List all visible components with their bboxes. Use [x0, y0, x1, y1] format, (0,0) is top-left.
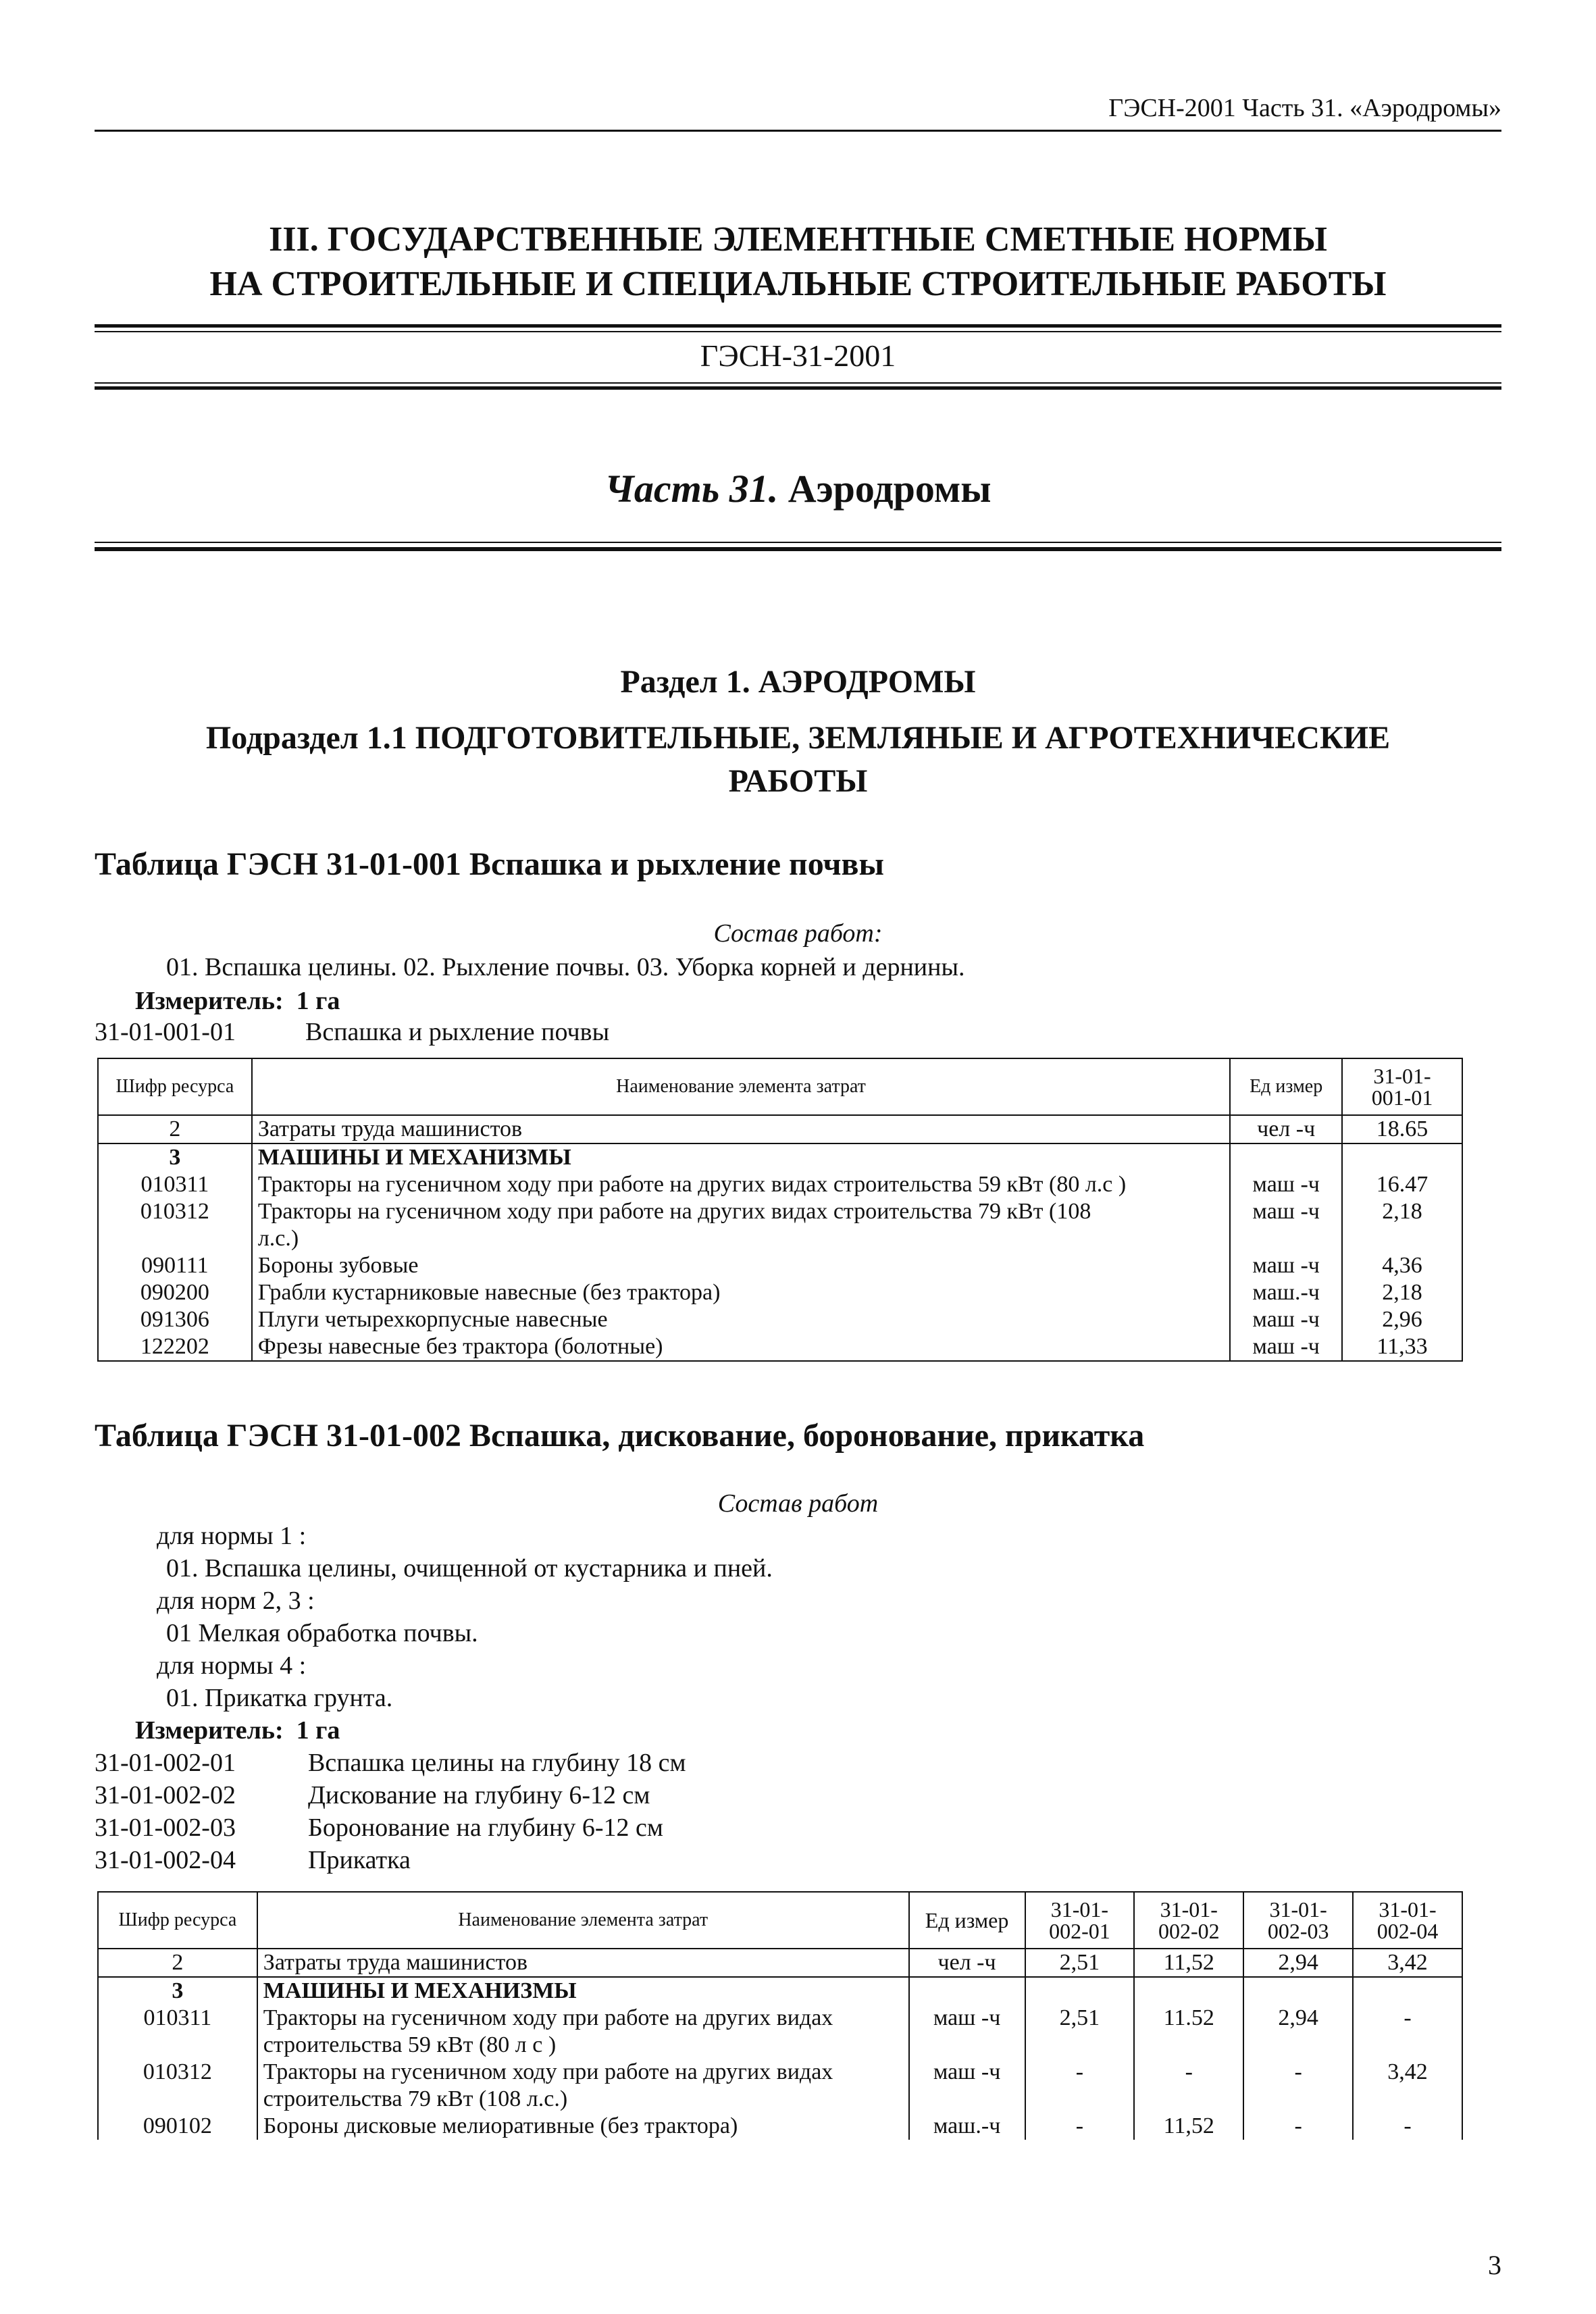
cell-name: Плуги четырехкорпусные навесные	[252, 1306, 1230, 1333]
table1-title: Таблица ГЭСН 31-01-001 Вспашка и рыхление почвы	[95, 846, 884, 882]
table-row	[98, 1977, 1462, 2005]
table-row	[98, 1252, 1462, 1279]
col-norm-header-b: 002-03	[1267, 1919, 1329, 1943]
col-norm-header-a: 31-01-	[1160, 1897, 1218, 1922]
cell-value: 2,51	[1025, 2005, 1135, 2059]
sostav-line: 01. Вспашка целины, очищенной от кустарника и пней.	[166, 1554, 773, 1583]
col-name-header: Наименование элемента затрат	[257, 1892, 909, 1949]
cell-name-line2: строительства 59 кВт (80 л с )	[263, 2032, 557, 2057]
norm-code: 31-01-002-02	[95, 1781, 236, 1809]
cell-code: 090200	[98, 1279, 252, 1306]
cell-name: МАШИНЫ И МЕХАНИЗМЫ	[257, 1977, 909, 2005]
col-norm-header	[1134, 1892, 1243, 1949]
cell-unit: чел -ч	[1230, 1115, 1342, 1143]
table2	[97, 1891, 1463, 2140]
cell-name: Грабли кустарниковые навесные (без трактора)	[252, 1279, 1230, 1306]
cell-code: 010311	[98, 1171, 252, 1198]
cell-code: 122202	[98, 1333, 252, 1361]
table-row	[98, 2113, 1462, 2140]
cell-unit: маш -ч	[1230, 1171, 1342, 1198]
cell-value: 2,94	[1243, 2005, 1353, 2059]
cell-code: 3	[98, 1143, 252, 1171]
norm-name: Боронование на глубину 6-12 см	[308, 1814, 663, 1842]
table1-norm-code: 31-01-001-01	[95, 1018, 236, 1046]
cell-name	[252, 1198, 1230, 1252]
cell-value: 2,18	[1342, 1198, 1462, 1252]
table-row	[98, 1198, 1462, 1252]
cell-value	[1025, 1977, 1135, 2005]
cell-value	[1342, 1143, 1462, 1171]
section-rule-top-thin	[95, 331, 1501, 332]
podrazdel-title-line2: РАБОТЫ	[728, 763, 868, 799]
header-rule	[95, 130, 1501, 132]
section-title-line2: НА СТРОИТЕЛЬНЫЕ И СПЕЦИАЛЬНЫЕ СТРОИТЕЛЬНЫЕ РАБОТЫ	[209, 265, 1387, 303]
section-rule-top	[95, 324, 1501, 328]
part-rule-thick	[95, 547, 1501, 551]
cell-value: 2,51	[1025, 1949, 1135, 1977]
cell-value: 4,36	[1342, 1252, 1462, 1279]
cell-name: МАШИНЫ И МЕХАНИЗМЫ	[252, 1143, 1230, 1171]
cell-value: 11,52	[1134, 2113, 1243, 2140]
cell-code: 090111	[98, 1252, 252, 1279]
table-row	[98, 1949, 1462, 1977]
cell-unit: маш -ч	[1230, 1333, 1342, 1361]
cell-name: Затраты труда машинистов	[252, 1115, 1230, 1143]
cell-value: 11,52	[1134, 1949, 1243, 1977]
norm-name: Дискование на глубину 6-12 см	[308, 1781, 650, 1809]
izmeritel-label: Измеритель:	[135, 987, 284, 1015]
cell-code: 3	[98, 1977, 257, 2005]
cell-name: Фрезы навесные без трактора (болотные)	[252, 1333, 1230, 1361]
cell-value: 11.52	[1134, 2005, 1243, 2059]
cell-value: 16.47	[1342, 1171, 1462, 1198]
norm-code: 31-01-002-01	[95, 1749, 236, 1777]
cell-name-line1: Тракторы на гусеничном ходу при работе на других видах	[263, 2059, 833, 2084]
cell-unit: маш.-ч	[909, 2113, 1025, 2140]
col-norm-header-b: 001-01	[1371, 1085, 1433, 1110]
col-code-header: Шифр ресурса	[98, 1892, 257, 1949]
cell-value: -	[1243, 2113, 1353, 2140]
cell-unit: маш -ч	[1230, 1198, 1342, 1252]
part-label: Часть 31.	[604, 467, 779, 511]
col-norm-header-a: 31-01-	[1379, 1897, 1437, 1922]
cell-value: 2,96	[1342, 1306, 1462, 1333]
table1-header-row	[98, 1058, 1462, 1115]
cell-name-line1: Тракторы на гусеничном ходу при работе на других видах строительства 79 кВт (108	[257, 1199, 1091, 1224]
cell-unit: чел -ч	[909, 1949, 1025, 1977]
table-row	[98, 1115, 1462, 1143]
cell-name: Тракторы на гусеничном ходу при работе на других видах строительства 59 кВт (80 л.с )	[252, 1171, 1230, 1198]
cell-unit	[1230, 1143, 1342, 1171]
table-row	[98, 1333, 1462, 1361]
izmeritel-value: 1 га	[296, 987, 340, 1015]
col-name-header: Наименование элемента затрат	[252, 1058, 1230, 1115]
norm-code: 31-01-002-03	[95, 1814, 236, 1842]
sostav-line: для нормы 4 :	[157, 1651, 307, 1680]
section-title-line1: III. ГОСУДАРСТВЕННЫЕ ЭЛЕМЕНТНЫЕ СМЕТНЫЕ НОРМЫ	[269, 220, 1327, 259]
cell-name	[257, 2005, 909, 2059]
table1-sostav-label: Состав работ:	[713, 919, 883, 948]
col-code-header: Шифр ресурса	[98, 1058, 252, 1115]
part-title	[0, 466, 1596, 511]
cell-name-line1: Тракторы на гусеничном ходу при работе на других видах	[263, 2005, 833, 2030]
razdel-title: Раздел 1. АЭРОДРОМЫ	[620, 664, 976, 700]
col-norm-header	[1353, 1892, 1462, 1949]
section-rule-bottom-thick	[95, 386, 1501, 390]
table2-header-row	[98, 1892, 1462, 1949]
cell-code: 2	[98, 1115, 252, 1143]
col-norm-header	[1342, 1058, 1462, 1115]
cell-value	[1243, 1977, 1353, 2005]
cell-name	[257, 2059, 909, 2113]
izmeritel-label: Измеритель:	[135, 1716, 284, 1745]
norm-name: Прикатка	[308, 1846, 411, 1874]
part-rule-thin	[95, 542, 1501, 543]
podrazdel-title-line1: Подраздел 1.1 ПОДГОТОВИТЕЛЬНЫЕ, ЗЕМЛЯНЫЕ И АГРОТЕХНИЧЕСКИЕ	[205, 720, 1391, 756]
section-code: ГЭСН-31-2001	[700, 338, 896, 373]
cell-value: 11,33	[1342, 1333, 1462, 1361]
cell-code: 010312	[98, 1198, 252, 1252]
cell-value: -	[1025, 2113, 1135, 2140]
cell-unit: маш -ч	[909, 2005, 1025, 2059]
cell-value: 2,94	[1243, 1949, 1353, 1977]
table1-sostav-text: 01. Вспашка целины. 02. Рыхление почвы. 03. Уборка корней и дернины.	[166, 953, 965, 981]
part-name: Аэродромы	[788, 467, 992, 511]
table-row	[98, 2059, 1462, 2113]
cell-unit: маш -ч	[1230, 1252, 1342, 1279]
izmeritel-value: 1 га	[296, 1716, 340, 1745]
cell-code: 090102	[98, 2113, 257, 2140]
col-norm-header-b: 002-04	[1376, 1919, 1439, 1943]
cell-value: -	[1353, 2005, 1462, 2059]
cell-unit: маш.-ч	[1230, 1279, 1342, 1306]
col-norm-header-a: 31-01-	[1373, 1064, 1431, 1088]
cell-value: 2,18	[1342, 1279, 1462, 1306]
running-header: ГЭСН-2001 Часть 31. «Аэродромы»	[1108, 94, 1501, 122]
col-norm-header	[1243, 1892, 1353, 1949]
cell-name-line2: строительства 79 кВт (108 л.с.)	[263, 2086, 568, 2111]
cell-value: -	[1353, 2113, 1462, 2140]
cell-value: 3,42	[1353, 1949, 1462, 1977]
table2-izmeritel	[135, 1716, 340, 1745]
table-row	[98, 2005, 1462, 2059]
table1-norm-name: Вспашка и рыхление почвы	[305, 1018, 610, 1046]
table-row	[98, 1143, 1462, 1171]
cell-name: Затраты труда машинистов	[257, 1949, 909, 1977]
table1	[97, 1058, 1463, 1362]
cell-unit: маш -ч	[1230, 1306, 1342, 1333]
cell-name: Бороны зубовые	[252, 1252, 1230, 1279]
cell-name: Бороны дисковые мелиоративные (без трактора)	[257, 2113, 909, 2140]
col-norm-header-b: 002-02	[1158, 1919, 1220, 1943]
col-norm-header-a: 31-01-	[1050, 1897, 1109, 1922]
cell-value: -	[1243, 2059, 1353, 2113]
cell-value: -	[1134, 2059, 1243, 2113]
col-norm-header	[1025, 1892, 1135, 1949]
cell-value: 3,42	[1353, 2059, 1462, 2113]
col-norm-header-b: 002-01	[1049, 1919, 1110, 1943]
cell-unit	[909, 1977, 1025, 2005]
col-unit-header: Ед измер	[1230, 1058, 1342, 1115]
cell-value	[1134, 1977, 1243, 2005]
cell-name-line2: л.с.)	[257, 1226, 299, 1251]
cell-code: 091306	[98, 1306, 252, 1333]
table-row	[98, 1171, 1462, 1198]
table-row	[98, 1279, 1462, 1306]
cell-code: 010311	[98, 2005, 257, 2059]
sostav-line: 01 Мелкая обработка почвы.	[166, 1619, 478, 1647]
sostav-line: для норм 2, 3 :	[157, 1587, 315, 1615]
table-row	[98, 1306, 1462, 1333]
col-unit-header: Ед измер	[909, 1892, 1025, 1949]
cell-unit: маш -ч	[909, 2059, 1025, 2113]
table2-sostav-label: Состав работ	[717, 1489, 879, 1518]
norm-code: 31-01-002-04	[95, 1846, 236, 1874]
cell-value: -	[1025, 2059, 1135, 2113]
col-norm-header-a: 31-01-	[1269, 1897, 1327, 1922]
cell-value: 18.65	[1342, 1115, 1462, 1143]
norm-name: Вспашка целины на глубину 18 см	[308, 1749, 686, 1777]
table2-title: Таблица ГЭСН 31-01-002 Вспашка, дискование, боронование, прикатка	[95, 1418, 1145, 1454]
section-rule-bottom	[95, 382, 1501, 384]
sostav-line: 01. Прикатка грунта.	[166, 1684, 393, 1712]
sostav-line: для нормы 1 :	[157, 1522, 307, 1550]
page-number: 3	[1488, 2250, 1501, 2280]
cell-value	[1353, 1977, 1462, 2005]
cell-code: 2	[98, 1949, 257, 1977]
cell-code: 010312	[98, 2059, 257, 2113]
table1-izmeritel	[135, 986, 340, 1016]
